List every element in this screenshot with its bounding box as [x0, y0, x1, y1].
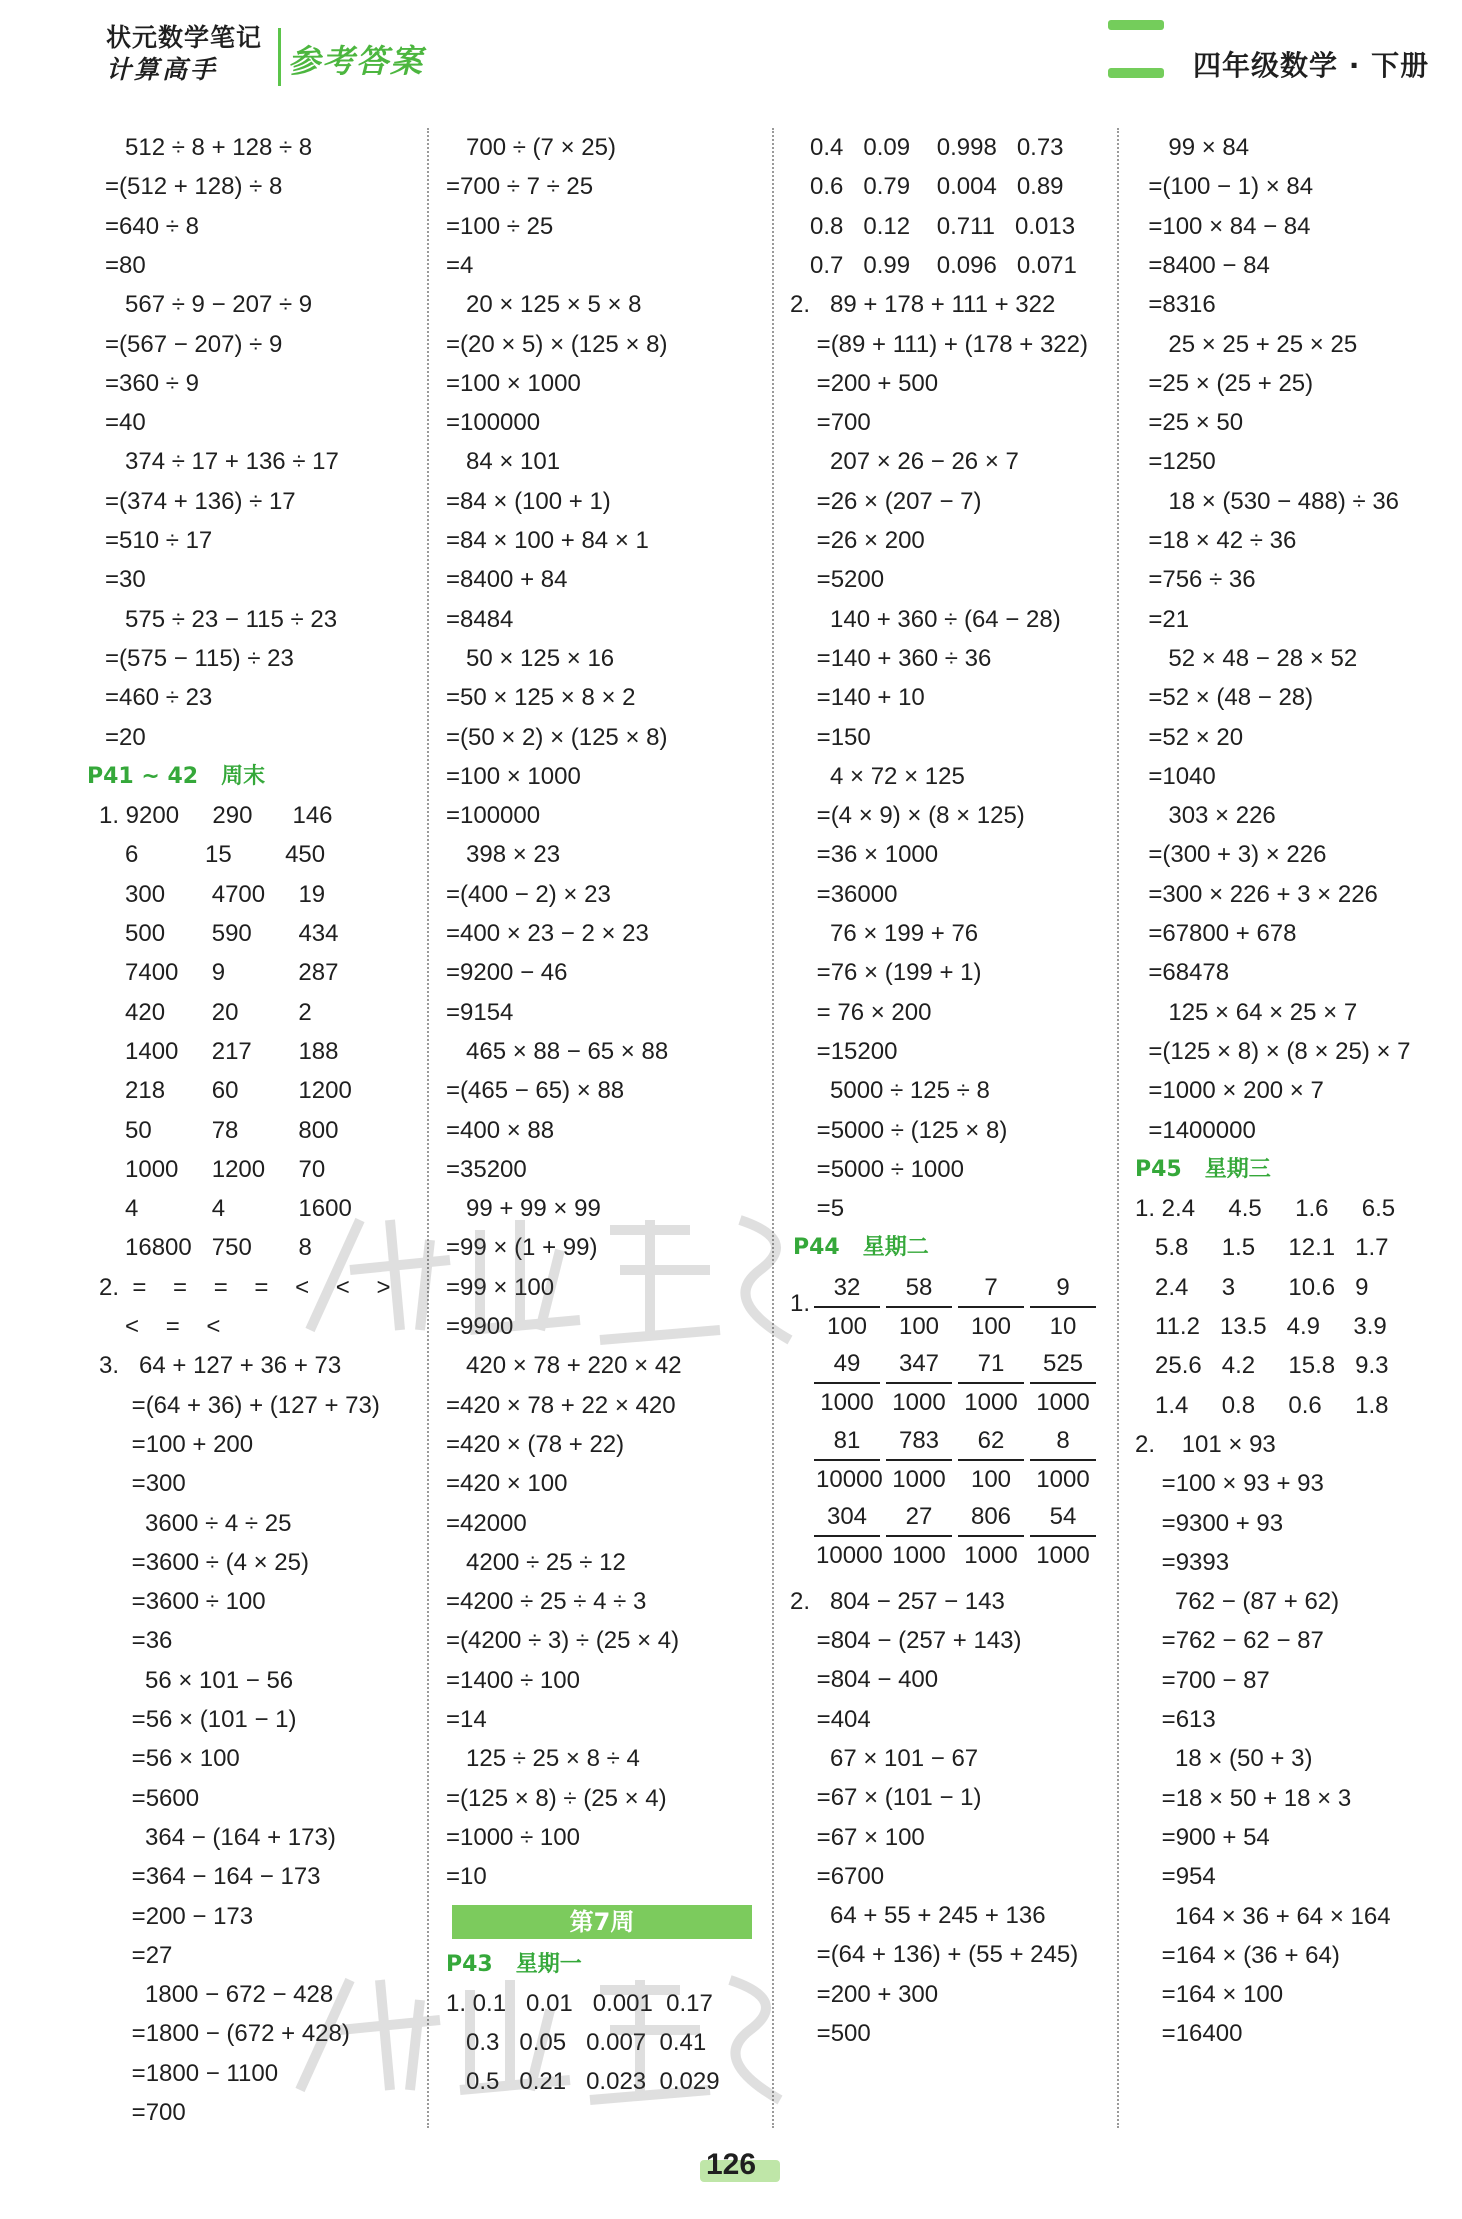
answer-line: 575 ÷ 23 − 115 ÷ 23: [105, 605, 338, 633]
answer-line: =(125 × 8) × (8 × 25) × 7: [1135, 1037, 1411, 1065]
answer-line: 0.4 0.09 0.998 0.73: [790, 134, 1064, 161]
answer-line: =1400000: [1135, 1116, 1256, 1144]
answer-line: =510 ÷ 17: [105, 527, 213, 554]
answer-line: =640 ÷ 8: [105, 212, 199, 240]
answer-column-2: [446, 128, 762, 2128]
answer-line: =200 − 173: [105, 1902, 254, 1930]
answer-line: 465 × 88 − 65 × 88: [446, 1037, 669, 1065]
answer-line: =67 × (101 − 1): [790, 1784, 982, 1812]
fraction-denominator: 1000: [1036, 1542, 1090, 1570]
answer-line: =5200: [790, 566, 885, 594]
answer-line: =50 × 125 × 8 × 2: [446, 684, 636, 712]
answer-line: =100 + 200: [105, 1430, 254, 1458]
answer-line: =5600: [105, 1784, 200, 1812]
answer-line: =25 × (25 + 25): [1135, 369, 1314, 397]
fraction: [814, 1346, 880, 1420]
answer-line: =(4 × 9) × (8 × 125): [790, 802, 1025, 830]
answer-line: =5: [790, 1195, 845, 1223]
answer-line: =76 × (199 + 1): [790, 959, 982, 987]
answer-line: 420 × 78 + 220 × 42: [446, 1352, 682, 1380]
column-divider: [772, 128, 775, 2128]
answer-line: =(50 × 2) × (125 × 8): [446, 723, 668, 751]
question-number: 1.: [790, 1289, 811, 1317]
answer-line: =1250: [1135, 448, 1216, 476]
answer-line: =14: [446, 1706, 487, 1733]
answer-line: 67 × 101 − 67: [790, 1744, 979, 1772]
answer-line: =52 × 20: [1135, 723, 1244, 751]
answer-line: =420 × (78 + 22): [446, 1430, 625, 1458]
fraction-numerator: 32: [814, 1270, 880, 1308]
fraction-numerator: 81: [814, 1423, 880, 1461]
answer-line: 1800 − 672 − 428: [105, 1981, 334, 2009]
fraction-denominator: 1000: [1036, 1465, 1090, 1493]
answer-line: 567 ÷ 9 − 207 ÷ 9: [105, 291, 313, 319]
answer-line: 50 × 125 × 16: [446, 644, 615, 672]
answer-line: 1. 0.1 0.01 0.001 0.17: [446, 1989, 713, 2017]
decorative-bars-icon: [1108, 20, 1168, 90]
answer-line: 84 × 101: [446, 448, 561, 476]
answer-line: 218 60 1200: [105, 1077, 352, 1105]
answer-line: =5000 ÷ (125 × 8): [790, 1116, 1008, 1144]
answer-line: =364 − 164 − 173: [105, 1863, 321, 1891]
fraction-numerator: 27: [886, 1499, 952, 1537]
answer-line: =100 × 1000: [446, 369, 581, 397]
answer-line: =164 × (36 + 64): [1135, 1941, 1340, 1969]
answer-line: =40: [105, 409, 146, 437]
fraction-denominator: 100: [970, 1465, 1012, 1493]
answer-column-1: [87, 128, 425, 2128]
answer-line: 5.8 1.5 12.1 1.7: [1135, 1234, 1389, 1262]
answer-line: =26 × 200: [790, 527, 925, 554]
column-divider: [427, 128, 430, 2128]
answer-line: =762 − 62 − 87: [1135, 1627, 1324, 1655]
answer-line: 64 + 55 + 245 + 136: [790, 1902, 1046, 1930]
answer-line: =200 + 300: [790, 1980, 939, 2008]
answer-line: =8400 − 84: [1135, 251, 1270, 279]
answer-line: 2. 804 − 257 − 143: [790, 1587, 1005, 1615]
answer-line: =(100 − 1) × 84: [1135, 173, 1314, 201]
answer-line: =36: [105, 1627, 173, 1655]
answer-line: 99 + 99 × 99: [446, 1195, 601, 1223]
answer-line: =56 × (101 − 1): [105, 1706, 297, 1733]
answer-line: 0.7 0.99 0.096 0.071: [790, 251, 1077, 279]
answer-line: 50 78 800: [105, 1116, 339, 1144]
answer-line: =84 × 100 + 84 × 1: [446, 527, 649, 554]
answer-line: =700 − 87: [1135, 1666, 1270, 1694]
answer-line: 52 × 48 − 28 × 52: [1135, 644, 1358, 672]
fraction-numerator: 9: [1030, 1270, 1096, 1308]
fraction-denominator: 1000: [1036, 1389, 1090, 1417]
answer-line: 1. 2.4 4.5 1.6 6.5: [1135, 1195, 1396, 1223]
answer-line: =300 × 226 + 3 × 226: [1135, 880, 1378, 908]
answer-line: =8400 + 84: [446, 566, 568, 594]
answer-line: =360 ÷ 9: [105, 369, 199, 397]
grade-title: 四年级数学 · 下册: [1193, 49, 1430, 82]
answer-line: 4 4 1600: [105, 1195, 352, 1223]
fraction-numerator: 8: [1030, 1423, 1096, 1461]
answer-line: =1000 × 200 × 7: [1135, 1077, 1324, 1105]
answer-line: 1000 1200 70: [105, 1155, 326, 1183]
answer-line: =700: [105, 2099, 186, 2126]
fraction: [1030, 1499, 1096, 1573]
answer-line: 303 × 226: [1135, 802, 1276, 830]
answer-line: =(300 + 3) × 226: [1135, 841, 1327, 869]
answer-line: 99 × 84: [1135, 134, 1250, 161]
answer-line: =36000: [790, 880, 898, 908]
answer-line: 18 × (530 − 488) ÷ 36: [1135, 487, 1400, 515]
section-heading: P45 星期三: [1135, 1156, 1271, 1182]
answer-line: =18 × 50 + 18 × 3: [1135, 1784, 1352, 1812]
answer-line: =21: [1135, 605, 1190, 633]
answer-line: =4: [446, 251, 474, 279]
answer-line: 500 590 434: [105, 920, 339, 947]
answer-line: =100 × 1000: [446, 762, 581, 790]
column-divider: [1117, 128, 1120, 2128]
answer-line: 700 ÷ (7 × 25): [446, 134, 616, 161]
answer-line: =300: [105, 1470, 186, 1498]
answer-line: =20: [105, 723, 146, 751]
fraction-denominator: 100: [826, 1312, 868, 1340]
answer-line: =3600 ÷ 100: [105, 1588, 266, 1616]
answer-line: =(575 − 115) ÷ 23: [105, 644, 294, 672]
answer-line: 20 × 125 × 5 × 8: [446, 291, 642, 319]
answer-line: 0.8 0.12 0.711 0.013: [790, 212, 1076, 240]
answer-line: =140 + 360 ÷ 36: [790, 644, 992, 672]
fraction-denominator: 1000: [964, 1542, 1018, 1570]
fraction: [1030, 1346, 1096, 1420]
answer-line: =68478: [1135, 959, 1230, 987]
answer-line: =9300 + 93: [1135, 1509, 1284, 1537]
answer-line: =80: [105, 251, 146, 279]
answer-line: =8484: [446, 605, 514, 633]
answer-line: =(89 + 111) + (178 + 322): [790, 330, 1088, 358]
answer-line: 25 × 25 + 25 × 25: [1135, 330, 1358, 358]
section-heading: P41 ~ 42 周末: [87, 763, 266, 789]
answer-line: =42000: [446, 1509, 527, 1537]
answer-line: =4200 ÷ 25 ÷ 4 ÷ 3: [446, 1588, 647, 1616]
answer-line: =700: [790, 409, 871, 437]
fraction-row: [790, 1499, 1100, 1577]
answer-line: =(512 + 128) ÷ 8: [105, 173, 283, 201]
answer-line: =3600 ÷ (4 × 25): [105, 1548, 309, 1576]
answer-line: =404: [790, 1705, 871, 1733]
answer-line: =804 − (257 + 143): [790, 1627, 1022, 1654]
answer-line: =420 × 78 + 22 × 420: [446, 1391, 676, 1419]
fraction-numerator: 783: [886, 1423, 952, 1461]
answer-line: =(20 × 5) × (125 × 8): [446, 330, 668, 358]
answer-line: =9900: [446, 1313, 514, 1340]
fraction: [958, 1270, 1024, 1344]
fraction-numerator: 304: [814, 1499, 880, 1537]
fraction-denominator: 10000: [816, 1465, 883, 1493]
answer-line: =(374 + 136) ÷ 17: [105, 487, 296, 515]
fraction-numerator: 54: [1030, 1499, 1096, 1537]
answer-line: =500: [790, 2020, 871, 2047]
answer-line: =9393: [1135, 1548, 1230, 1576]
answer-line: =804 − 400: [790, 1666, 939, 1694]
answer-line: =99 × 100: [446, 1273, 555, 1301]
fraction: [958, 1499, 1024, 1573]
answer-column-4: [1135, 128, 1455, 2128]
fraction-denominator: 1000: [892, 1389, 946, 1417]
answer-line: =8316: [1135, 291, 1216, 319]
answer-line: =36 × 1000: [790, 841, 939, 869]
fraction-numerator: 806: [958, 1499, 1024, 1537]
answer-line: 2. 101 × 93: [1135, 1430, 1276, 1458]
fraction-row: [790, 1270, 1100, 1348]
answer-line: 6 15 450: [105, 841, 326, 869]
answer-line: =140 + 10: [790, 684, 925, 712]
answer-line: =16400: [1135, 2020, 1243, 2048]
answer-line: =400 × 88: [446, 1116, 555, 1144]
answer-line: =(64 + 36) + (127 + 73): [105, 1391, 380, 1419]
answer-line: =460 ÷ 23: [105, 684, 213, 712]
answer-line: 1. 9200 290 146: [99, 802, 333, 830]
fraction: [1030, 1423, 1096, 1497]
fraction: [886, 1270, 952, 1344]
fraction: [886, 1499, 952, 1573]
fraction: [814, 1270, 880, 1344]
header-divider: [278, 28, 281, 86]
answer-line: =(465 − 65) × 88: [446, 1077, 625, 1105]
answer-line: =1400 ÷ 100: [446, 1666, 580, 1694]
answer-line: 11.2 13.5 4.9 3.9: [1135, 1313, 1387, 1340]
section-heading: P44 星期二: [793, 1235, 929, 1261]
answer-line: =100 ÷ 25: [446, 212, 554, 240]
answer-line: =400 × 23 − 2 × 23: [446, 920, 649, 947]
section-heading: P43 星期一: [446, 1951, 582, 1977]
answer-line: =(567 − 207) ÷ 9: [105, 330, 283, 358]
answer-line: =954: [1135, 1863, 1216, 1891]
answer-line: =5000 ÷ 1000: [790, 1155, 964, 1183]
answer-line: =164 × 100: [1135, 1981, 1284, 2009]
fraction: [958, 1346, 1024, 1420]
page-number: 126: [705, 2148, 757, 2181]
fraction-numerator: 7: [958, 1270, 1024, 1308]
answer-line: 364 − (164 + 173): [105, 1823, 336, 1851]
fraction-row: [790, 1423, 1100, 1501]
answer-line: =56 × 100: [105, 1745, 240, 1773]
answer-line: 25.6 4.2 15.8 9.3: [1135, 1352, 1389, 1380]
fraction: [814, 1423, 883, 1497]
answer-line: =1000 ÷ 100: [446, 1823, 580, 1851]
answer-line: =100000: [446, 802, 541, 830]
answer-line: 164 × 36 + 64 × 164: [1135, 1902, 1391, 1930]
fraction-row: [790, 1346, 1100, 1424]
fraction-denominator: 10000: [816, 1542, 883, 1570]
answer-line: =700 ÷ 7 ÷ 25: [446, 173, 594, 201]
answers-title: 参考答案: [288, 42, 425, 80]
answer-line: 0.5 0.21 0.023 0.029: [446, 2068, 720, 2096]
answer-line: 5000 ÷ 125 ÷ 8: [790, 1077, 990, 1105]
answer-line: =(64 + 136) + (55 + 245): [790, 1941, 1079, 1969]
answer-line: =52 × (48 − 28): [1135, 684, 1314, 712]
answer-line: =6700: [790, 1862, 885, 1890]
answer-line: 3600 ÷ 4 ÷ 25: [105, 1509, 292, 1537]
answer-line: 762 − (87 + 62): [1135, 1588, 1340, 1616]
answer-line: 0.3 0.05 0.007 0.41: [446, 2029, 707, 2057]
fraction-numerator: 347: [886, 1346, 952, 1384]
answer-line: =15200: [790, 1037, 898, 1065]
fraction-denominator: 100: [970, 1312, 1012, 1340]
answer-line: =10: [446, 1863, 487, 1891]
answer-line: 4 × 72 × 125: [790, 762, 965, 790]
fraction-numerator: 58: [886, 1270, 952, 1308]
answer-line: =67 × 100: [790, 1823, 925, 1851]
answer-line: =1040: [1135, 762, 1216, 790]
answer-line: 18 × (50 + 3): [1135, 1745, 1313, 1773]
answer-line: 300 4700 19: [105, 880, 326, 908]
answer-line: =1800 − 1100: [105, 2059, 279, 2087]
fraction-numerator: 525: [1030, 1346, 1096, 1384]
answer-line: 16800 750 8: [105, 1234, 312, 1262]
fraction-numerator: 49: [814, 1346, 880, 1384]
answer-line: =67800 + 678: [1135, 920, 1297, 947]
answer-line: =420 × 100: [446, 1470, 568, 1498]
answer-line: 207 × 26 − 26 × 7: [790, 448, 1019, 476]
answer-line: = 76 × 200: [790, 998, 932, 1026]
answer-line: 1.4 0.8 0.6 1.8: [1135, 1391, 1389, 1419]
answer-line: =(4200 ÷ 3) ÷ (25 × 4): [446, 1627, 680, 1655]
answer-line: 125 × 64 × 25 × 7: [1135, 998, 1358, 1026]
fraction-denominator: 1000: [820, 1389, 874, 1417]
answer-line: 140 + 360 ÷ (64 − 28): [790, 605, 1061, 633]
answer-line: =100 × 84 − 84: [1135, 212, 1311, 240]
answer-line: 2. = = = = < < >: [99, 1273, 391, 1301]
answer-line: 2. 89 + 178 + 111 + 322: [790, 291, 1056, 319]
answer-line: =(400 − 2) × 23: [446, 880, 611, 908]
fraction: [958, 1423, 1024, 1497]
answer-line: =35200: [446, 1155, 527, 1183]
answer-line: =30: [105, 566, 146, 594]
fraction-numerator: 62: [958, 1423, 1024, 1461]
fraction: [814, 1499, 883, 1573]
brand-subtitle: 计算高手: [106, 55, 219, 84]
fraction-denominator: 100: [898, 1312, 940, 1340]
answer-line: 420 20 2: [105, 998, 312, 1026]
answer-line: 512 ÷ 8 + 128 ÷ 8: [105, 134, 313, 161]
answer-line: 398 × 23: [446, 841, 561, 869]
answer-line: 56 × 101 − 56: [105, 1666, 294, 1694]
answer-line: =99 × (1 + 99): [446, 1234, 598, 1262]
answer-line: 0.6 0.79 0.004 0.89: [790, 173, 1064, 201]
answer-line: =26 × (207 − 7): [790, 487, 982, 515]
answer-column-3: [790, 128, 1110, 2128]
week-banner: 第7周: [452, 1905, 752, 1939]
answer-line: =9154: [446, 998, 514, 1026]
answer-line: =1800 − (672 + 428): [105, 2020, 350, 2048]
answer-line: =18 × 42 ÷ 36: [1135, 527, 1297, 554]
fraction-numerator: 71: [958, 1346, 1024, 1384]
answer-line: 125 ÷ 25 × 8 ÷ 4: [446, 1745, 640, 1773]
fraction: [1030, 1270, 1096, 1344]
fraction-denominator: 10: [1049, 1312, 1077, 1340]
answer-line: =27: [105, 1941, 173, 1969]
page-header: [0, 0, 1462, 110]
answer-line: 374 ÷ 17 + 136 ÷ 17: [105, 448, 339, 476]
answer-line: 1400 217 188: [105, 1037, 339, 1065]
fraction: [886, 1423, 952, 1497]
answer-line: =200 + 500: [790, 369, 939, 397]
answer-line: < = <: [105, 1313, 221, 1340]
fraction-denominator: 1000: [892, 1542, 946, 1570]
answer-line: 2.4 3 10.6 9: [1135, 1273, 1369, 1301]
brand-title: 状元数学笔记: [106, 23, 263, 52]
answer-line: 76 × 199 + 76: [790, 920, 979, 947]
answer-line: =900 + 54: [1135, 1823, 1270, 1851]
fraction-denominator: 1000: [964, 1389, 1018, 1417]
answer-line: =25 × 50: [1135, 409, 1244, 437]
answer-line: 7400 9 287: [105, 959, 339, 987]
answer-line: =100000: [446, 409, 541, 437]
answer-line: =(125 × 8) ÷ (25 × 4): [446, 1784, 667, 1812]
fraction-denominator: 1000: [892, 1465, 946, 1493]
fraction: [886, 1346, 952, 1420]
answer-line: =756 ÷ 36: [1135, 566, 1256, 594]
answer-line: =613: [1135, 1706, 1216, 1733]
brand-logo: [106, 22, 276, 86]
answer-line: =84 × (100 + 1): [446, 487, 611, 515]
answer-line: =150: [790, 723, 871, 751]
answer-line: 3. 64 + 127 + 36 + 73: [99, 1352, 342, 1380]
answer-line: =9200 − 46: [446, 959, 568, 987]
answer-line: =100 × 93 + 93: [1135, 1470, 1324, 1498]
answer-line: 4200 ÷ 25 ÷ 12: [446, 1548, 626, 1576]
